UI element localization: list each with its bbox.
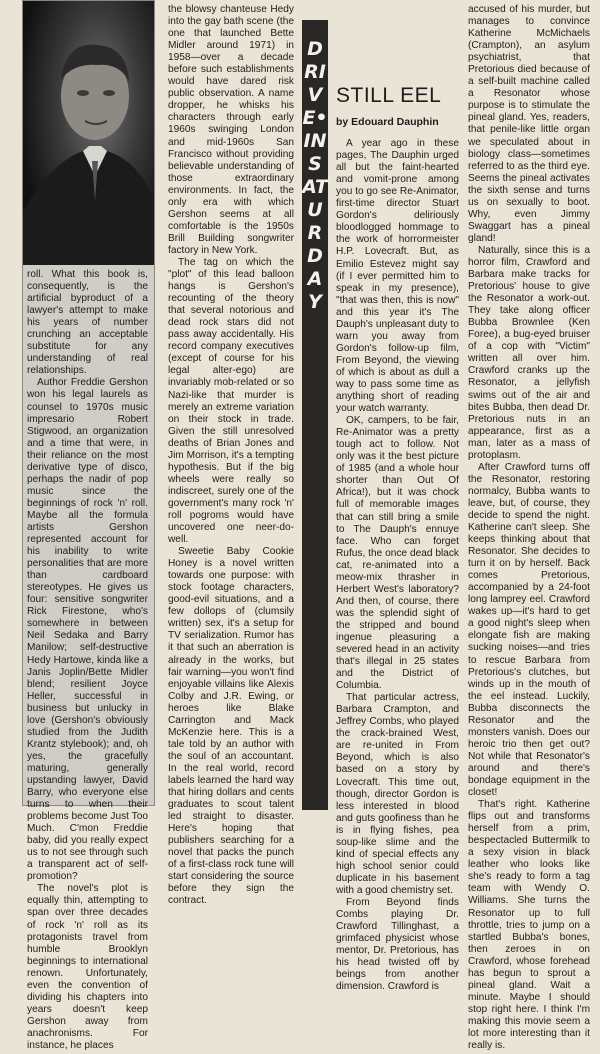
article-first-column xyxy=(336,4,459,993)
col4-paragraph-2: Naturally, since this is a horror film, Crawford and Barbara make tracks for Pretorious' house to give the Resonator a work-out. They take along officer Bubba Brownlee (Ken Foree), a bug-eyed bruiser of a cop with "Victim" written all over him. Crawford cranks up the Resonator, a jellyfish swims out of the air and bites Bubba, then dead Dr. Pretorious nuts in an appearance, first as a man, later as a mass of protoplasm. xyxy=(468,244,590,461)
article-second-column xyxy=(468,4,590,1052)
col1-paragraph-1: roll. What this book is, consequently, is the artificial byproduct of a lawyer's attempt to make his years of number crunching an acceptable substitute for any understanding of real relationships. xyxy=(27,269,148,377)
col3-paragraph-4: From Beyond finds Combs playing Dr. Crawford Tillinghast, a grimfaced physicist whose mentor, Dr. Pretorious, has his head twisted off by beings from another dimension. Crawford is xyxy=(336,897,459,993)
col2-paragraph-3: Sweetie Baby Cookie Honey is a novel written towards one purpose: with stock footage characters, good-evil situations, and a few dollops of (clumsily written) sex, it's a setup for TV serialization. Rumor has it that such an aberration is already in the works, but fair warning—you won't find enjoyable villains like Alexis Colby and J.R. Ewing, or heroes like Blake Carrington and Mack McKenzie here. This is a tale told by an author with the soul of an accountant. In the real world, record labels learned the hard way that hiring dollars and cents graduates to scout talent led straight to disaster. Here's hoping that publishers searching for a novel that packs the punch of a first-class rock tune will start considering the source before they sign the contract. xyxy=(168,546,294,907)
second-review-column xyxy=(168,4,294,908)
article-byline: by Edouard Dauphin xyxy=(336,116,439,128)
left-review-column xyxy=(22,0,155,1051)
col1-paragraph-2: Author Freddie Gershon won his legal laurels as counsel to 1970s music impresario Robert Stigwood, an organization and a time that were, in their reliance on the most derivative type of disco, perhaps the nadir of pop music since the beginnings of rock 'n' roll. Maybe all the formula artists Gershon represented account for his inability to write personalities that are more than cardboard stereotypes. He gives us four: sensitive songwriter Rick Firestone, who's somewhere in between Neil Sedaka and Barry Manilow; self-destructive Hedy Hartowe, kinda like a Janis Joplin/Bette Midler blend; resilient Joyce Heller, successful in business but unlucky in love (Gershon's obviously studied from the Judith Krantz stylebook); and, oh yes, the gracefully maturing, generally upstanding lawyer, David Barry, who everyone else turns to when their problems become Just Too Much. C'mon Freddie baby, did you really expect us to not see through such a transparent act of self-promotion? xyxy=(27,377,148,883)
col4-paragraph-3: After Crawford turns off the Resonator, restoring normalcy, Bubba wants to leave, but, of course, they decide to spend the night. Katherine can't sleep. She keeps thinking about that Resonator. She decides to turn it on by herself. Back comes Pretorious, accompanied by a 24-foot long lamprey eel. Crawford wakes up—it's hard to get a good night's sleep when elongate fish are making sucking noises—and tries to rescue Barbara from Pretorious's clutches, but winds up in the mouth of the eel instead. Luckily, Bubba disconnects the Resonator and the monsters vanish. Does our heroic trio then get out? Not while that Resonator's around and there's bondage equipment in the closet! xyxy=(468,461,590,799)
col1-paragraph-3: The novel's plot is equally thin, attempting to span over three decades of rock 'n' roll as its protagonists travel from humble Brooklyn beginnings to international renown. Unfortunately, even the convention of dividing his chapters into years doesn't keep Gershon away from anachronisms. For instance, he places xyxy=(27,883,148,1051)
banner-text: DRIVE•IN SATURDAY xyxy=(302,38,328,313)
col3-paragraph-1: A year ago in these pages, The Dauphin urged all but the faint-hearted and vomit-prone among you to go see Re-Animator, first-time director Stuart Gordon's deliriously bloodlogged hommage to the work of horrormeister H.P. Lovecraft. But, as Emilio Estevez might say (if I ever permitted him to speak in my presence), "that was then, this is now" and this year it's The Dauph's unpleasant duty to warn you away from Gordon's follow-up film, From Beyond, the viewing of which is about as dull a way to pass some time as anything short of reading your watch warranty. xyxy=(336,138,459,415)
col4-paragraph-1: accused of his murder, but manages to convince Katherine McMichaels (Crampton), an asylum psychiatrist, that Pretorious died because of a self-built machine called a Resonator whose purpose is to stimulate the pineal gland. Yes, readers, that penile-like little organ we speculated about in biology class—sometimes referred to as the third eye. Seems the pineal activates the sixth sense and turns us on sexually to boot. Why, even Jimmy Swaggart has a pineal gland! xyxy=(468,4,590,244)
col3-paragraph-2: OK, campers, to be fair, Re-Animator was a pretty tough act to follow. Not only was it the best picture of 1985 (and a whole hour shorter than Out Of Africa!), but it was chock full of memorable images that can still bring a smile to The Dauph's ennuye face. Who can forget Rufus, the once dead black cat, re-animated into a meow-mix thrasher in Herbert West's laboratory? And then, of course, there was the splendid sight of the stripped and bound ingenue pleasuring a severed head in an activity that's illegal in 25 states and the District of Columbia. xyxy=(336,415,459,692)
col2-paragraph-2: The tag on which the "plot" of this lead balloon hangs is Gershon's recounting of the theory that several notorious and dead rock stars did not pass away accidentally. His record company executives (except of course for his legal alter-ego) are invariably mob-related or so Nazi-like that murder is merely an extreme variation on their stock in trade. Given the still unresolved deaths of Brian Jones and Jim Morrison, it's a tempting hypothesis. But if the big wheels were really so indiscreet, surely one of the government's many rock 'n' roll pogroms would have uncovered one neer-do-well. xyxy=(168,256,294,546)
col2-paragraph-1: the blowsy chanteuse Hedy into the gay bath scene (the one that launched Bette Midler around 1971) in 1958—over a decade before such establishments would have dared risk public observation. A name dropper, he whisks his characters through early 1960s swinging London and mid-1960s San Francisco without providing believable understanding of those extraordinary environments. In fact, the only era with which Gershon seems at all comfortable is the 1950s Brill Building songwriter factory in New York. xyxy=(168,4,294,256)
article-headline: STILL EEL xyxy=(336,84,442,107)
col4-paragraph-4: That's right. Katherine flips out and transforms herself from a prim, bespectacled Buttermilk to a sexy vision in black leather who looks like she's ready to form a tag team with Wendy O. Williams. She turns the Resonator up to full throttle, tries to jump on a startled Bubba's bones, then zeroes in on Crawford, whose forehead has begun to sprout a pineal gland. Wait a minute. Maybe I should stop right here. I think I'm making this movie seem a lot more interesting than it really is. xyxy=(468,799,590,1052)
drive-in-saturday-banner xyxy=(302,20,328,810)
author-portrait-illustration xyxy=(23,1,154,265)
col3-paragraph-3: That particular actress, Barbara Crampton, and Jeffrey Combs, who played the crack-brained West, are re-united in From Beyond, which is also based on a story by Lovecraft. This time out, though, director Gordon is less interested in blood and guts goofiness than he is in flying fishes, pea soup-like slime and the kind of special effects any high school senior could duplicate in his basement with a good chemistry set. xyxy=(336,692,459,896)
author-photo xyxy=(23,1,154,265)
